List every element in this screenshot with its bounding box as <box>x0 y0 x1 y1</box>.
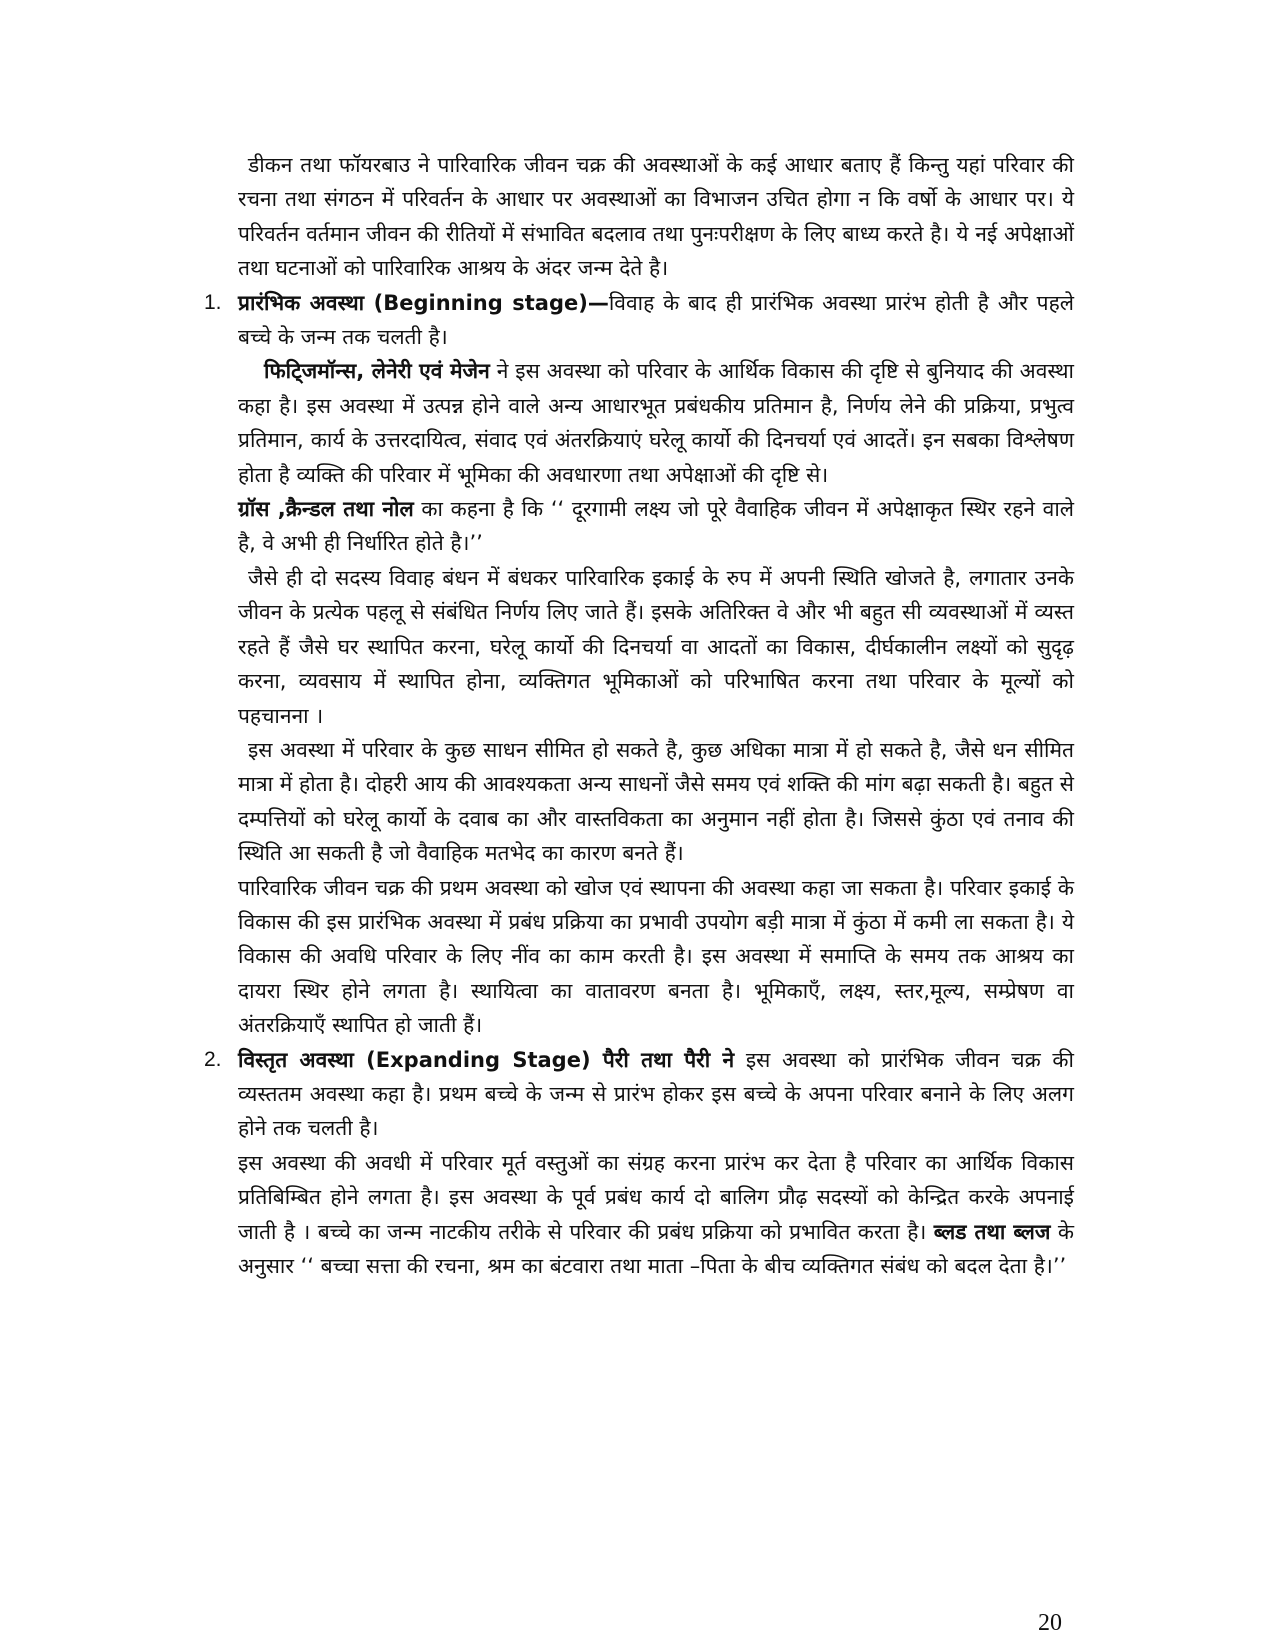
author-gross: ग्रॉस ,क्रैन्डल तथा नोल <box>238 497 414 522</box>
paragraph-intro: डीकन तथा फॉयरबाउ ने पारिवारिक जीवन चक्र की अवस्थाओं के कई आधार बताए हैं किन्तु यहां परिवार की रचना तथा संगठन में परिवर्तन के आधार पर अवस्थाओं का विभाजन उचित होगा न कि वर्षो के आधार पर। ये परिवर्तन वर्तमान जीवन की रीतियों में संभावित बदलाव तथा पुनःपरीक्षण के लिए बाध्य करते है। ये नई अपेक्षाओं तथा घटनाओं को पारिवारिक आश्रय के अंदर जन्म देते है। <box>238 153 1074 281</box>
text-tangible-goods: इस अवस्था की अवधी में परिवार मूर्त वस्तुओं का संग्रह करना प्रारंभ कर देता है परिवार का आर्थिक विकास प्रतिबिम्बित होने लगता है। इस अवस्था के पूर्व प्रबंध कार्य दो बालिग प्रौढ़ सदस्यों को केन्द्रित करके अपनाई जाती है । बच्चे का जन्म नाटकीय तरीके से परिवार की प्रबंध प्रक्रिया को प्रभावित करता है। <box>238 1150 1074 1244</box>
section-text-expanding: इस अवस्था को प्रारंभिक जीवन चक्र की व्यस्ततम अवस्था कहा है। प्रथम बच्चे के जन्म से प्रारंभ होकर इस बच्चे के अपना परिवार बनाने के लिए अलग होने तक चलती है। <box>238 1047 1074 1141</box>
text-fitzsimmons: ने इस अवस्था को परिवार के आर्थिक विकास की दृष्टि से बुनियाद की अवस्था कहा है। इस अवस्था में उत्पन्न होने वाले अन्य आधारभूत प्रबंधकीय प्रतिमान है, निर्णय लेने की प्रक्रिया, प्रभुत्व प्रतिमान, कार्य के उत्तरदायित्व, संवाद एवं अंतरक्रियाएं घरेलू कार्यो की दिनचर्या एवं आदतें। इन सबका विश्लेषण होता है व्यक्ति की परिवार में भूमिका की अवधारणा तथा अपेक्षाओं की दृष्टि से। <box>238 359 1074 487</box>
paragraph-fitzsimmons <box>238 354 1074 492</box>
section-beginning-stage <box>204 286 1074 355</box>
paragraph-gross <box>238 492 1074 561</box>
section-expanding-stage <box>204 1043 1074 1146</box>
paragraph-tangible-goods <box>238 1146 1074 1284</box>
section-heading-beginning: प्रारंभिक अवस्था (Beginning stage)— <box>238 290 609 315</box>
paragraph-resources: इस अवस्था में परिवार के कुछ साधन सीमित हो सकते है, कुछ अधिका मात्रा में हो सकते है, जैसे धन सीमित मात्रा में होता है। दोहरी आय की आवश्यकता अन्य साधनों जैसे समय एवं शक्ति की मांग बढ़ा सकती है। बहुत से दम्पत्तियों को घरेलू कार्यो के दवाब का और वास्तविकता का अनुमान नहीं होता है। जिससे कुंठा एवं तनाव की स्थिति आ सकती है जो वैवाहिक मतभेद का कारण बनते हैं। <box>238 737 1074 866</box>
paragraph-couple-decisions: जैसे ही दो सदस्य विवाह बंधन में बंधकर पारिवारिक इकाई के रुप में अपनी स्थिति खोजते है, लगातार उनके जीवन के प्रत्येक पहलू से संबंधित निर्णय लिए जाते हैं। इसके अतिरिक्त वे और भी बहुत सी व्यवस्थाओं में व्यस्त रहते हैं जैसे घर स्थापित करना, घरेलू कार्यो की दिनचर्या वा आदतों का विकास, दीर्घकालीन लक्ष्यों को सुदृढ़ करना, व्यवसाय में स्थापित होना, व्यक्तिगत भूमिकाओं को परिभाषित करना तथा परिवार के मूल्यों को पहचानना । <box>238 565 1074 728</box>
section-text-beginning: विवाह के बाद ही प्रारंभिक अवस्था प्रारंभ होती है और पहले बच्चे के जन्म तक चलती है। <box>238 290 1074 350</box>
section-number-2: 2. <box>204 1047 222 1071</box>
paragraph-first-stage: पारिवारिक जीवन चक्र की प्रथम अवस्था को खोज एवं स्थापना की अवस्था कहा जा सकता है। परिवार इकाई के विकास की इस प्रारंभिक अवस्था में प्रबंध प्रक्रिया का प्रभावी उपयोग बड़ी मात्रा में कुंठा में कमी ला सकता है। ये विकास की अवधि परिवार के लिए नींव का काम करती है। इस अवस्था में समाप्ति के समय तक आश्रय का दायरा स्थिर होने लगता है। स्थायित्वा का वातावरण बनता है। भूमिकाएँ, लक्ष्य, स्तर,मूल्य, सम्प्रेषण वा अंतरक्रियाएँ स्थापित हो जाती हैं। <box>238 875 1074 1038</box>
page-number: 20 <box>1038 1610 1062 1636</box>
section-number-1: 1. <box>204 290 222 314</box>
paragraph-expanding-stage <box>238 1043 1074 1146</box>
author-blood: ब्लड तथा ब्लज <box>933 1219 1051 1244</box>
text-gross: का कहना है कि ‘‘ दूरगामी लक्ष्य जो पूरे वैवाहिक जीवन में अपेक्षाकृत स्थिर रहने वाले है, वे अभी ही निर्धारित होते है।’’ <box>238 497 1074 556</box>
paragraph-beginning-stage <box>238 286 1074 355</box>
text-blood-quote: के अनुसार ‘‘ बच्चा सत्ता की रचना, श्रम का बंटवारा तथा माता –पिता के बीच व्यक्तिगत संबंध को बदल देता है।’’ <box>238 1219 1074 1278</box>
author-fitzsimmons: फिटि्जमॉन्स, लेनेरी एवं मेजेन <box>264 359 490 384</box>
section-heading-expanding: विस्तृत अवस्था (Expanding Stage) पैरी तथा पैरी ने <box>238 1047 735 1072</box>
page-body <box>204 148 1074 1283</box>
